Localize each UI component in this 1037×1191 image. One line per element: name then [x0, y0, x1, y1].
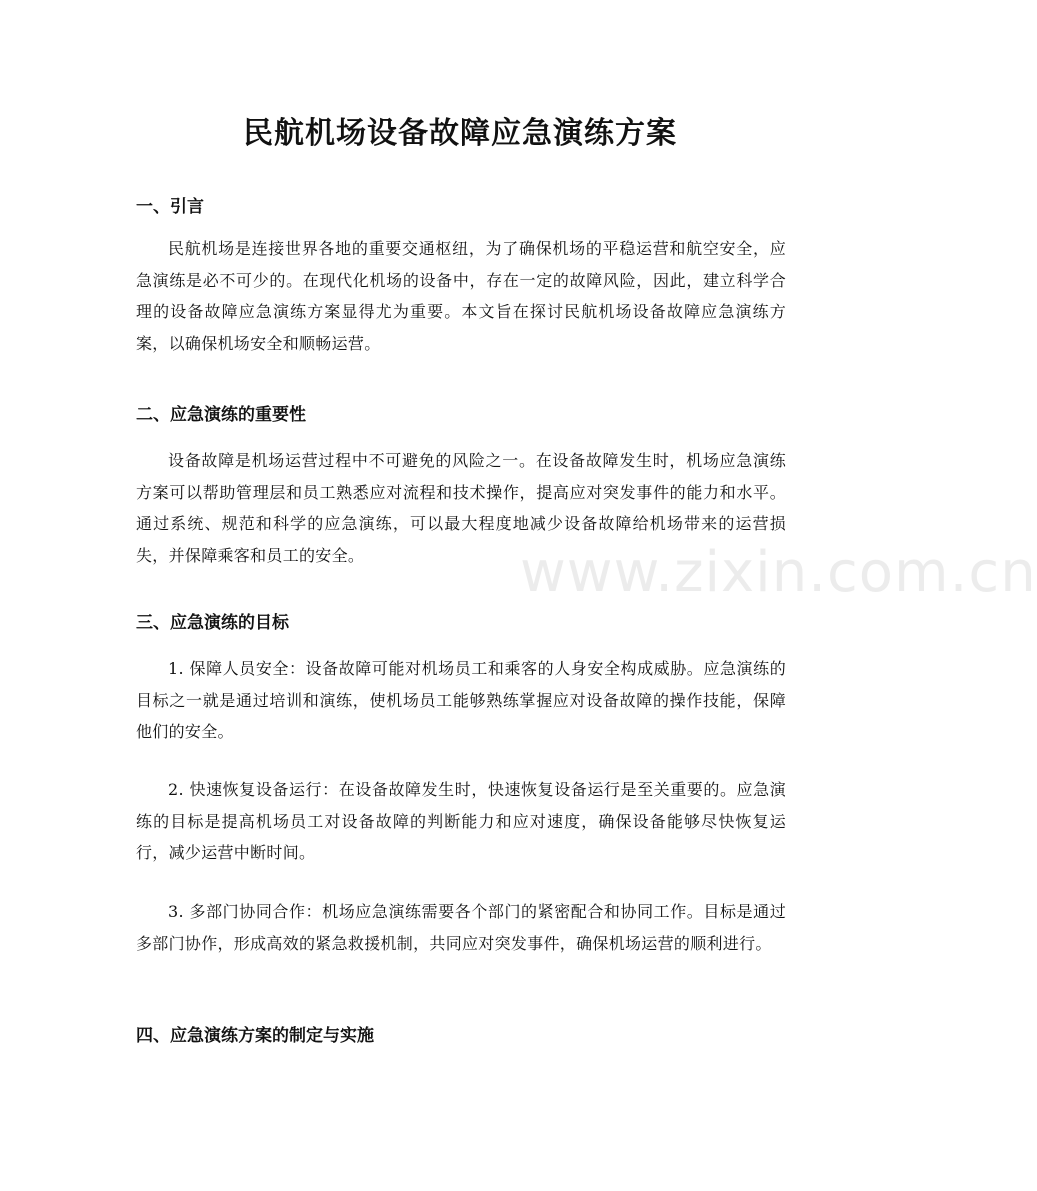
- paragraph-intro: 民航机场是连接世界各地的重要交通枢纽，为了确保机场的平稳运营和航空安全，应急演练是必不可少的。在现代化机场的设备中，存在一定的故障风险，因此，建立科学合理的设备故障应急演练方案显得尤为重要。本文旨在探讨民航机场设备故障应急演练方案，以确保机场安全和顺畅运营。: [136, 239, 786, 353]
- paragraph-goal-2: 2. 快速恢复设备运行：在设备故障发生时，快速恢复设备运行是至关重要的。应急演练的目标是提高机场员工对设备故障的判断能力和应对速度，确保设备能够尽快恢复运行，减少运营中断时间。: [136, 780, 786, 862]
- section-heading-goals: 三、应急演练的目标: [136, 613, 289, 633]
- section-heading-plan: 四、应急演练方案的制定与实施: [136, 1026, 374, 1046]
- paragraph-goal-3: 3. 多部门协同合作：机场应急演练需要各个部门的紧密配合和协同工作。目标是通过多部门协作，形成高效的紧急救援机制，共同应对突发事件，确保机场运营的顺利进行。: [136, 902, 786, 953]
- section-heading-intro: 一、引言: [136, 197, 204, 217]
- page-title: 民航机场设备故障应急演练方案: [243, 116, 677, 151]
- paragraph-importance: 设备故障是机场运营过程中不可避免的风险之一。在设备故障发生时，机场应急演练方案可以帮助管理层和员工熟悉应对流程和技术操作，提高应对突发事件的能力和水平。通过系统、规范和科学的应急演练，可以最大程度地减少设备故障给机场带来的运营损失，并保障乘客和员工的安全。: [136, 451, 786, 565]
- paragraph-goal-1: 1. 保障人员安全：设备故障可能对机场员工和乘客的人身安全构成威胁。应急演练的目标之一就是通过培训和演练，使机场员工能够熟练掌握应对设备故障的操作技能，保障他们的安全。: [136, 659, 786, 741]
- watermark: www.zixin.com.cn: [520, 540, 1037, 605]
- section-heading-importance: 二、应急演练的重要性: [136, 405, 306, 425]
